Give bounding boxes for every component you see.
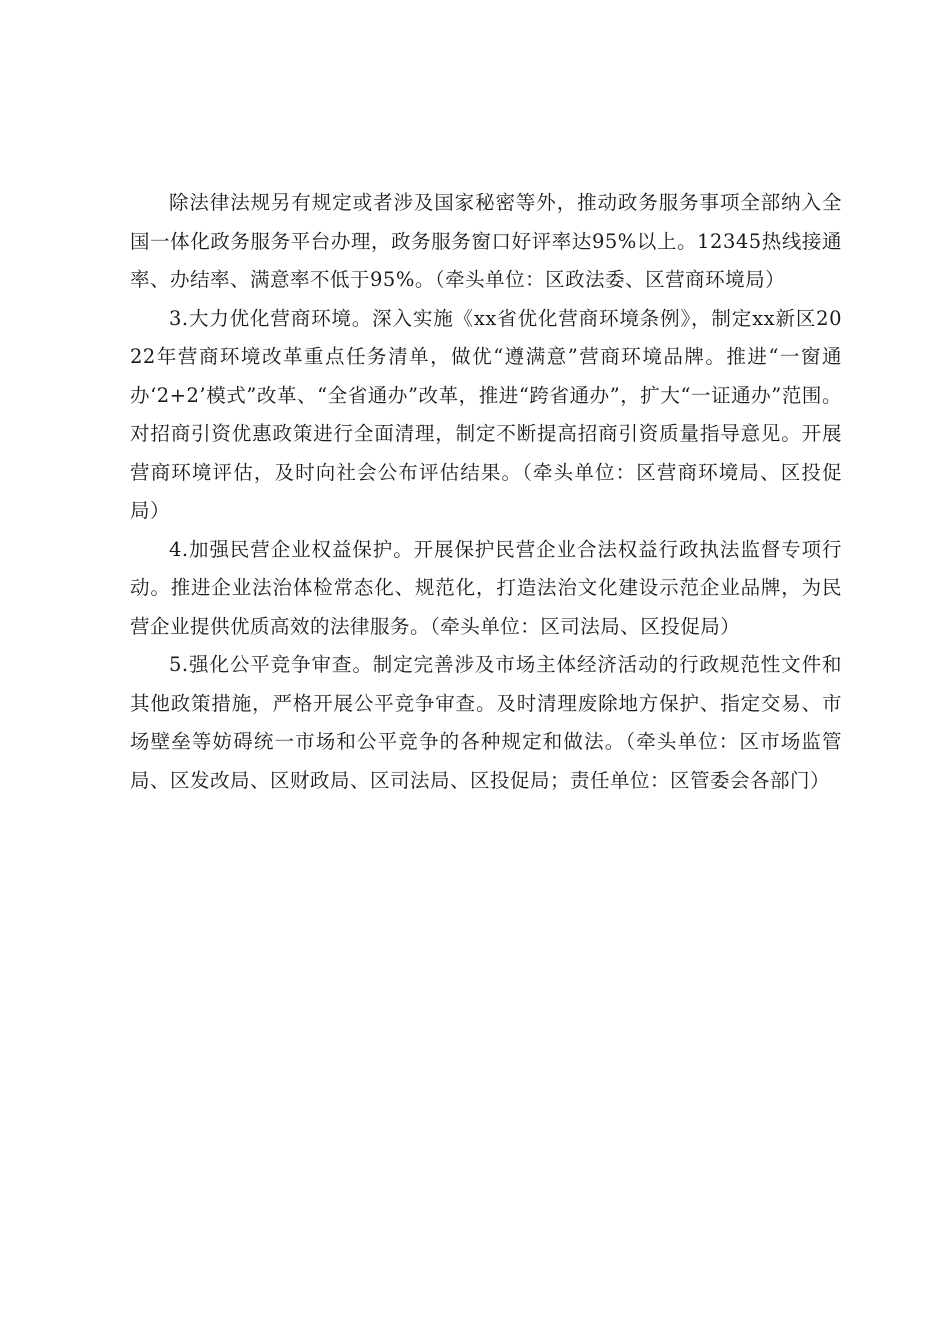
paragraph-private-enterprise-protection: 4.加强民营企业权益保护。开展保护民营企业合法权益行政执法监督专项行动。推进企业法治体检常态化、规范化，打造法治文化建设示范企业品牌，为民营企业提供优质高效的法律服务。（牵头单位：区司法局、区投促局） bbox=[130, 537, 842, 638]
paragraph-government-services: 除法律法规另有规定或者涉及国家秘密等外，推动政务服务事项全部纳入全国一体化政务服务平台办理，政务服务窗口好评率达95%以上。12345热线接通率、办结率、满意率不低于95%。（牵头单位：区政法委、区营商环境局） bbox=[130, 191, 842, 291]
paragraph-fair-competition-review: 5.强化公平竞争审查。制定完善涉及市场主体经济活动的行政规范性文件和其他政策措施，严格开展公平竞争审查。及时清理废除地方保护、指定交易、市场壁垒等妨碍统一市场和公平竞争的各种规定和做法。（牵头单位：区市场监管局、区发改局、区财政局、区司法局、区投促局；责任单位：区管委会各部门） bbox=[130, 653, 842, 792]
paragraph-business-environment: 3.大力优化营商环境。深入实施《xx省优化营商环境条例》，制定xx新区2022年营商环境改革重点任务清单，做优“遵满意”营商环境品牌。推进“一窗通办‘2+2’模式”改革、“全省通办”改革，推进“跨省通办”，扩大“一证通办”范围。对招商引资优惠政策进行全面清理，制定不断提高招商引资质量指导意见。开展营商环境评估，及时向社会公布评估结果。（牵头单位：区营商环境局、区投促局） bbox=[130, 306, 842, 522]
document-body bbox=[130, 184, 842, 800]
